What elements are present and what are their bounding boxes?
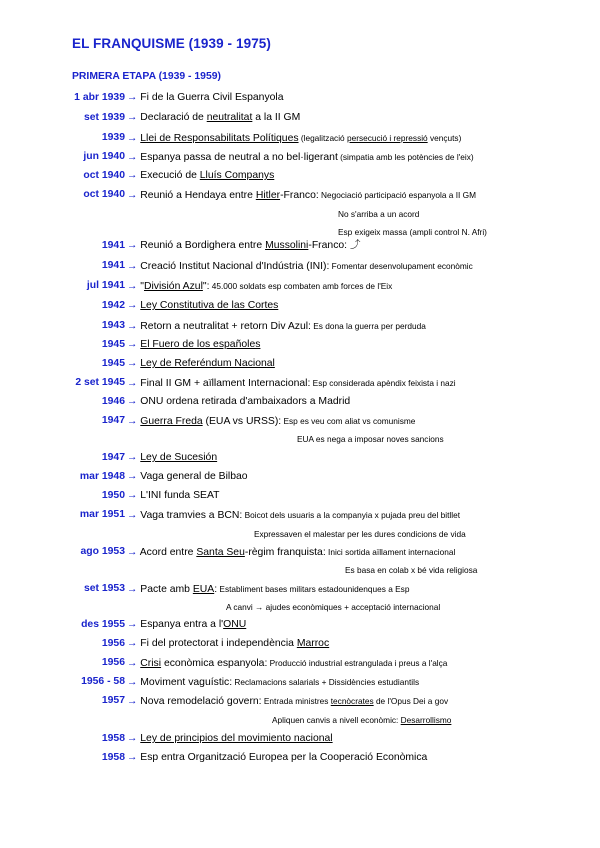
entry-text: Fi del protectorat i independència: [140, 638, 297, 649]
timeline-entry: [0, 674, 600, 690]
entry-date: mar 1948: [79, 471, 125, 482]
timeline-entry: [0, 413, 600, 429]
entry-link[interactable]: Ley de Referéndum Nacional: [140, 358, 275, 369]
entry-note: vençuts): [427, 133, 462, 143]
arrow-icon: →: [127, 240, 138, 251]
entry-text: Moviment vaguístic:: [140, 677, 233, 688]
entry-date: 1947: [101, 452, 125, 463]
timeline-entry: [0, 488, 600, 504]
arrow-icon: →: [127, 584, 138, 595]
entry-date: oct 1940: [83, 170, 125, 181]
entry-link[interactable]: EUA: [192, 584, 215, 595]
entry-link[interactable]: ONU: [223, 619, 247, 630]
entry-link[interactable]: neutralitat: [206, 112, 253, 123]
arrow-icon: →: [127, 378, 138, 389]
entry-note: (legalització: [298, 133, 347, 143]
entry-body: [127, 750, 427, 766]
arrow-icon: →: [127, 261, 138, 272]
timeline-entry: [0, 750, 600, 766]
entry-link[interactable]: Lluís Companys: [199, 170, 275, 181]
entry-date: 1956: [101, 657, 125, 668]
entry-text: Retorn a neutralitat + retorn Div Azul:: [140, 321, 311, 332]
entry-note: de l'Opus Dei a gov: [373, 696, 449, 706]
entry-link[interactable]: Ley Constitutiva de las Cortes: [140, 300, 279, 311]
entry-date: 1958: [101, 733, 125, 744]
entry-date: 1942: [101, 300, 125, 311]
entry-note-continuation: [272, 712, 451, 728]
timeline-entry: [0, 693, 600, 709]
timeline-entry: [0, 655, 600, 671]
entry-text: Vaga tramvies a BCN:: [140, 510, 243, 521]
entry-date: 2 set 1945: [75, 377, 125, 388]
timeline-entry: [0, 130, 600, 146]
entry-date: des 1955: [81, 619, 125, 630]
entry-body: [127, 298, 278, 314]
timeline-entry: [0, 110, 600, 126]
entry-text: ": [140, 281, 144, 292]
entry-date: 1941: [101, 260, 125, 271]
entry-text: Nova remodelació govern:: [140, 696, 262, 707]
entry-note-continuation: A canvi → ajudes econòmiques + acceptació internacional: [226, 602, 441, 612]
entry-date: 1958: [101, 752, 125, 763]
entry-link[interactable]: El Fuero de los españoles: [140, 339, 261, 350]
timeline-entry: [0, 90, 600, 106]
entry-note: (simpatia amb les potències de l'eix): [337, 152, 474, 162]
arrow-icon: →: [127, 112, 138, 123]
entry-date: 1950: [101, 490, 125, 501]
entry-text: ":: [202, 281, 210, 292]
entry-body: [127, 617, 246, 633]
entry-note-continuation: EUA es nega a imposar noves sancions: [297, 434, 444, 444]
arrow-icon: →: [127, 752, 138, 763]
entry-body: [127, 413, 415, 430]
entry-text: Reunió a Bordighera entre: [140, 240, 266, 251]
timeline-entry: [0, 636, 600, 652]
entry-body: [127, 674, 419, 691]
entry-text: Execució de: [140, 170, 200, 181]
entry-note: Boicot dels usuaris a la companyia x pujada preu del bitllet: [242, 510, 461, 520]
entry-note-continuation: Expressaven el malestar per les dures condicions de vida: [254, 529, 466, 539]
entry-text: Reunió a Hendaya entre: [140, 190, 256, 201]
entry-text: :: [214, 584, 218, 595]
arrow-icon: →: [127, 658, 138, 669]
entry-note: Fomentar desenvolupament econòmic: [329, 261, 473, 271]
entry-text: Fi de la Guerra Civil Espanyola: [140, 92, 284, 103]
arrow-icon: →: [127, 300, 138, 311]
entry-text: Esp entra Organització Europea per la Cooperació Econòmica: [140, 752, 428, 763]
arrow-icon: →: [127, 619, 138, 630]
entry-text: Final II GM + aïllament Internacional:: [140, 378, 311, 389]
entry-body: [127, 356, 275, 372]
entry-date: ago 1953: [80, 546, 125, 557]
timeline-entry: [0, 149, 600, 165]
entry-date: 1939: [101, 132, 125, 143]
entry-body: [127, 318, 426, 335]
entry-text: (EUA vs URSS):: [202, 416, 282, 427]
entry-text: Vaga general de Bilbao: [140, 471, 248, 482]
entry-date: 1945: [101, 358, 125, 369]
arrow-icon: →: [127, 321, 138, 332]
arrow-icon: →: [127, 170, 138, 181]
arrow-icon: →: [127, 396, 138, 407]
arrow-icon: →: [127, 92, 138, 103]
arrow-icon: →: [127, 133, 138, 144]
entry-body: [127, 655, 447, 672]
entry-body: [127, 581, 409, 598]
timeline-entry: [0, 278, 600, 294]
entry-body: [127, 450, 217, 466]
entry-date: set 1953: [83, 583, 125, 594]
arrow-icon: →: [127, 471, 138, 482]
entry-date: 1956: [101, 638, 125, 649]
entry-text: Declaració de: [140, 112, 207, 123]
entry-date: jul 1941: [86, 280, 125, 291]
timeline-entry: [0, 469, 600, 485]
arrow-icon: →: [127, 696, 138, 707]
entry-note: Esp es veu com aliat vs comunisme: [281, 416, 416, 426]
timeline-entry: [0, 298, 600, 314]
entry-body: [127, 488, 219, 504]
entry-note-continuation: Esp exigeix massa (ampli control N. Afri): [338, 227, 487, 237]
timeline-entry: [0, 507, 600, 523]
entry-body: [127, 337, 260, 353]
entry-date: jun 1940: [83, 151, 125, 162]
entry-text: -règim franquista:: [244, 547, 326, 558]
arrow-icon: →: [127, 152, 138, 163]
arrow-icon: →: [127, 677, 138, 688]
entry-body: [127, 90, 284, 106]
entry-link[interactable]: Hitler: [255, 190, 281, 201]
entry-body: [127, 375, 456, 392]
timeline-entry: [0, 238, 600, 254]
section-heading: PRIMERA ETAPA (1939 - 1959): [72, 71, 221, 82]
entry-text: Espanya entra a l': [140, 619, 224, 630]
timeline-entry: [0, 450, 600, 466]
timeline-entry: [0, 544, 600, 560]
arrow-icon: →: [127, 452, 138, 463]
entry-date: 1945: [101, 339, 125, 350]
timeline-entry: [0, 337, 600, 353]
entry-date: mar 1951: [79, 509, 125, 520]
entry-body: [127, 544, 455, 561]
arrow-icon: →: [127, 358, 138, 369]
arrow-icon: →: [127, 190, 138, 201]
arrow-icon: →: [127, 547, 138, 558]
entry-date: 1 abr 1939: [74, 92, 125, 103]
entry-link[interactable]: Ley de principios del movimiento nacional: [140, 733, 333, 744]
entry-body: [127, 110, 300, 126]
arrow-icon: →: [127, 510, 138, 521]
timeline-entry: [0, 617, 600, 633]
entry-link[interactable]: Mussolini: [265, 240, 309, 251]
entry-date: 1956 - 58: [81, 676, 125, 687]
entry-text: a la II GM: [252, 112, 301, 123]
entry-body: [127, 238, 360, 254]
entry-link[interactable]: Guerra Freda: [140, 416, 203, 427]
entry-date: oct 1940: [83, 189, 125, 200]
entry-note: Inici sortida aïllament internacional: [325, 547, 456, 557]
entry-note: Es dona la guerra per perduda: [310, 321, 426, 331]
entry-body: [127, 149, 474, 166]
entry-date: 1946: [101, 396, 125, 407]
page-title: EL FRANQUISME (1939 - 1975): [72, 36, 272, 51]
entry-text: Espanya passa de neutral a no bel·ligerant: [140, 152, 338, 163]
entry-link[interactable]: Santa Seu: [196, 547, 245, 558]
arrow-icon: →: [127, 416, 138, 427]
timeline-entry: [0, 581, 600, 597]
entry-note-link[interactable]: tecnòcrates: [330, 696, 374, 706]
entry-body: [127, 258, 473, 275]
curved-arrow-icon: ⤴: [349, 240, 361, 251]
entry-body: [127, 636, 329, 652]
entry-note: Establiment bases militars estadounidenques a Esp: [217, 584, 410, 594]
entry-note: Apliquen canvis a nivell econòmic:: [272, 715, 401, 725]
entry-link[interactable]: Llei de Responsabilitats Polítiques: [140, 133, 299, 144]
entry-body: [127, 394, 350, 410]
entry-note-continuation: No s'arriba a un acord: [338, 209, 420, 219]
entry-text: ONU ordena retirada d'ambaixadors a Madrid: [140, 396, 351, 407]
entry-body: [127, 168, 274, 184]
arrow-icon: →: [127, 733, 138, 744]
entry-link[interactable]: Crisi: [140, 658, 162, 669]
arrow-icon: →: [127, 490, 138, 501]
entry-date: 1941: [101, 240, 125, 251]
entry-body: [127, 469, 248, 485]
entry-body: [127, 507, 460, 524]
entry-date: 1957: [101, 695, 125, 706]
entry-note-link[interactable]: persecució i repressió: [346, 133, 428, 143]
timeline-entry: [0, 318, 600, 334]
timeline-entry: [0, 258, 600, 274]
timeline-entry: [0, 731, 600, 747]
timeline-entry: [0, 168, 600, 184]
timeline-entry: [0, 187, 600, 203]
entry-link[interactable]: Ley de Sucesión: [140, 452, 218, 463]
entry-note: Producció industrial estrangulada i preus a l'alça: [267, 658, 448, 668]
entry-link[interactable]: División Azul: [143, 281, 203, 292]
timeline-entry: [0, 356, 600, 372]
entry-body: [127, 693, 448, 710]
entry-note-link[interactable]: Desarrollismo: [400, 715, 452, 725]
entry-link[interactable]: Marroc: [296, 638, 330, 649]
arrow-icon: →: [127, 339, 138, 350]
timeline-entry: [0, 394, 600, 410]
entry-date: set 1939: [83, 112, 125, 123]
entry-note: 45.000 soldats esp combaten amb forces de l'Eix: [209, 281, 393, 291]
entry-text: Creació Institut Nacional d'Indústria (INI):: [140, 261, 330, 272]
entry-note: Esp considerada apèndix feixista i nazi: [310, 378, 456, 388]
entry-note: Negociació participació espanyola a II GM: [318, 190, 477, 200]
entry-text: -Franco:: [308, 240, 350, 251]
entry-text: econòmica espanyola:: [161, 658, 268, 669]
entry-body: [127, 278, 392, 295]
entry-body: [127, 731, 333, 747]
entry-note: Reclamacions salarials + Dissidències estudiantils: [232, 677, 420, 687]
entry-date: 1947: [101, 415, 125, 426]
entry-body: [127, 187, 476, 204]
entry-note: Entrada ministres: [261, 696, 331, 706]
arrow-icon: →: [127, 638, 138, 649]
entry-text: Pacte amb: [140, 584, 193, 595]
entry-text: Acord entre: [139, 547, 197, 558]
entry-text: -Franco:: [280, 190, 319, 201]
entry-text: L'INI funda SEAT: [140, 490, 220, 501]
entry-date: 1943: [101, 320, 125, 331]
arrow-icon: →: [127, 281, 138, 292]
entry-note-continuation: Es basa en colab x bé vida religiosa: [345, 565, 478, 575]
entry-body: [127, 130, 461, 147]
timeline-entry: [0, 375, 600, 391]
